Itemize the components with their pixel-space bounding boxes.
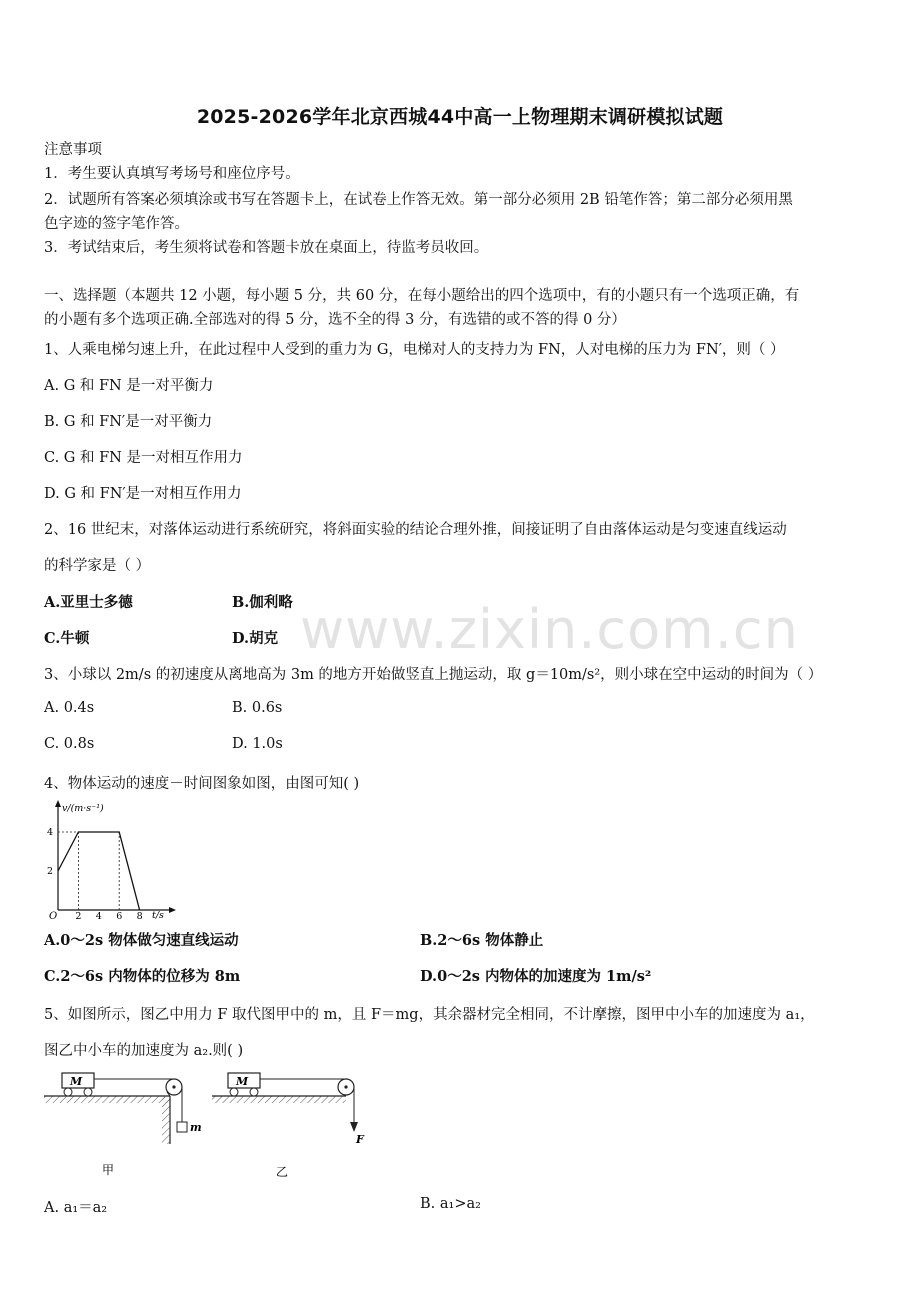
- question-3-option-b[interactable]: B. 0.6s: [232, 700, 283, 716]
- question-1-option-b[interactable]: B. G 和 FN′是一对平衡力: [44, 414, 213, 430]
- velocity-series-line: [58, 832, 140, 910]
- wheel: [84, 1088, 92, 1096]
- wheel: [64, 1088, 72, 1096]
- table-surface: [44, 1096, 170, 1103]
- x-axis-label: t/s: [152, 910, 164, 921]
- table-leg: [162, 1096, 170, 1144]
- question-3-option-d[interactable]: D. 1.0s: [232, 736, 283, 752]
- question-4-option-a[interactable]: A.0～2s 物体做匀速直线运动: [44, 932, 239, 949]
- question-3-stem: 3、小球以 2m/s 的初速度从离地高为 3m 的地方开始做竖直上抛运动，取 g＝10m/s²，则小球在空中运动的时间为（ ）: [44, 667, 823, 683]
- section-instructions: 一、选择题（本题共 12 小题，每小题 5 分，共 60 分，在每小题给出的四个选项中，有的小题只有一个选项正确，有: [44, 288, 800, 304]
- question-4-option-c[interactable]: C.2～6s 内物体的位移为 8m: [44, 968, 241, 985]
- notice-item: 2．试题所有答案必须填涂或书写在答题卡上，在试卷上作答无效。第一部分必须用 2B 铅笔作答；第二部分必须用黑: [44, 192, 793, 208]
- y-tick-label: 2: [47, 866, 54, 877]
- wheel: [230, 1088, 238, 1096]
- question-2-option-c[interactable]: C.牛顿: [44, 630, 90, 647]
- cart-pulley-diagram: [40, 1066, 380, 1186]
- hanging-mass: [177, 1122, 187, 1132]
- question-1-option-c[interactable]: C. G 和 FN 是一对相互作用力: [44, 450, 243, 466]
- notice-heading: 注意事项: [44, 142, 102, 158]
- force-arrow: [350, 1122, 358, 1132]
- question-3-option-a[interactable]: A. 0.4s: [44, 700, 95, 716]
- question-5-stem: 图乙中小车的加速度为 a₂.则( ): [44, 1043, 244, 1059]
- cart-label: M: [236, 1075, 249, 1088]
- question-2-stem: 的科学家是（ ）: [44, 558, 151, 574]
- question-2-option-a[interactable]: A.亚里士多德: [44, 594, 133, 611]
- question-4-option-d[interactable]: D.0～2s 内物体的加速度为 1m/s²: [420, 968, 652, 985]
- x-tick-label: 4: [95, 911, 102, 922]
- question-2-option-b[interactable]: B.伽利略: [232, 594, 293, 611]
- notice-item: 1．考生要认真填写考场号和座位序号。: [44, 166, 300, 182]
- question-5-option-a[interactable]: A. a₁＝a₂: [44, 1200, 108, 1216]
- table-surface: [212, 1096, 346, 1103]
- question-3-option-c[interactable]: C. 0.8s: [44, 736, 95, 752]
- notice-item: 色字迹的签字笔作答。: [44, 216, 189, 232]
- figure-label-jia: 甲: [102, 1163, 115, 1177]
- x-axis-arrow: [169, 907, 176, 913]
- origin-label: O: [49, 911, 58, 922]
- x-tick-label: 2: [75, 911, 82, 922]
- question-4-stem: 4、物体运动的速度－时间图象如图，由图可知( ): [44, 776, 360, 792]
- figure-jia: [44, 1073, 202, 1177]
- watermark: www.zixin.com.cn: [300, 598, 799, 661]
- y-axis-arrow: [55, 800, 61, 807]
- force-label: F: [356, 1133, 364, 1146]
- notice-item: 3．考试结束后，考生须将试卷和答题卡放在桌面上，待监考员收回。: [44, 240, 489, 256]
- figure-yi: [212, 1073, 365, 1179]
- question-4-option-b[interactable]: B.2～6s 物体静止: [420, 932, 544, 949]
- question-5-option-b[interactable]: B. a₁>a₂: [420, 1196, 481, 1212]
- wheel: [250, 1088, 258, 1096]
- question-2-stem: 2、16 世纪末，对落体运动进行系统研究，将斜面实验的结论合理外推，间接证明了自由落体运动是匀变速直线运动: [44, 522, 787, 538]
- x-tick-label: 8: [136, 911, 143, 922]
- x-tick-label: 6: [116, 911, 123, 922]
- mass-label: m: [190, 1121, 202, 1134]
- page-title: 2025-2026学年北京西城44中高一上物理期末调研模拟试题: [196, 106, 724, 128]
- y-tick-label: 4: [47, 827, 54, 838]
- question-1-option-d[interactable]: D. G 和 FN′是一对相互作用力: [44, 486, 242, 502]
- section-instructions: 的小题有多个选项正确.全部选对的得 5 分，选不全的得 3 分，有选错的或不答的得 0 分）: [44, 312, 626, 328]
- question-5-stem: 5、如图所示，图乙中用力 F 取代图甲中的 m，且 F＝mg，其余器材完全相同，不计摩擦，图甲中小车的加速度为 a₁，: [44, 1007, 815, 1023]
- velocity-time-chart: [44, 798, 184, 922]
- y-axis-label: v/(m·s⁻¹): [62, 803, 104, 814]
- question-2-option-d[interactable]: D.胡克: [232, 630, 279, 647]
- question-1-stem: 1、人乘电梯匀速上升，在此过程中人受到的重力为 G，电梯对人的支持力为 FN，人对电梯的压力为 FN′，则（ ）: [44, 342, 785, 358]
- question-1-option-a[interactable]: A. G 和 FN 是一对平衡力: [44, 378, 214, 394]
- figure-label-yi: 乙: [276, 1165, 289, 1179]
- cart-label: M: [70, 1075, 83, 1088]
